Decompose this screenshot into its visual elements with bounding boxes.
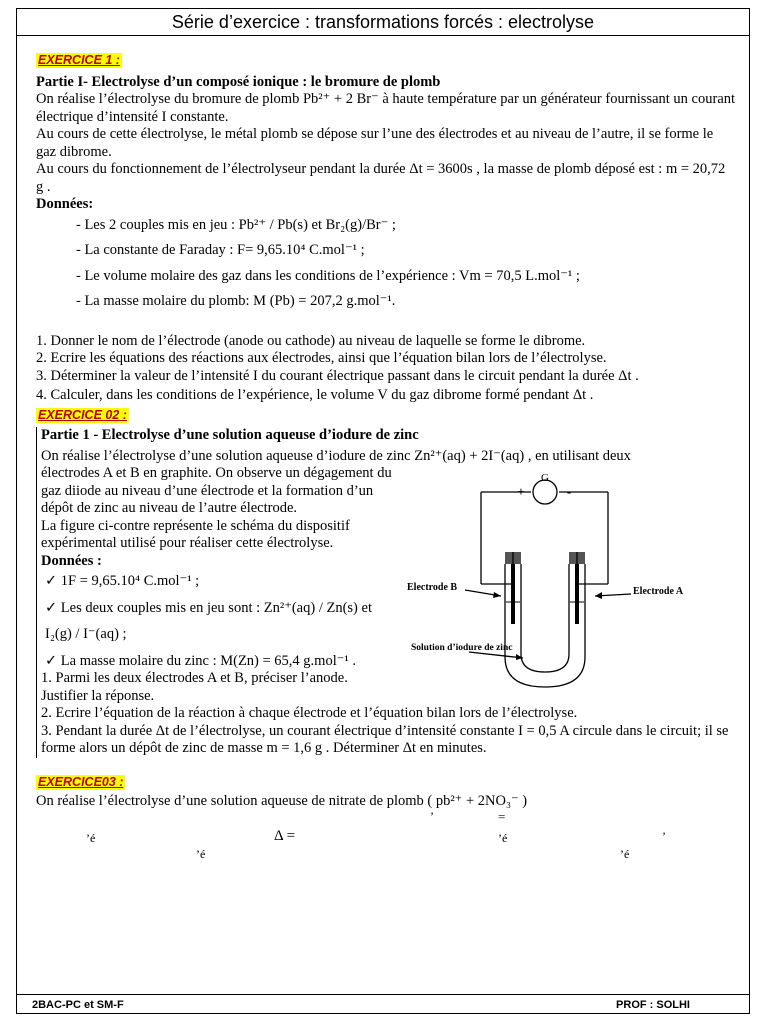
footer-class: 2BAC-PC et SM-F xyxy=(32,999,124,1011)
exercise-3-fragment-e2: ’é xyxy=(498,830,508,845)
exercise-3-fragment-e1: ’é xyxy=(86,830,96,845)
document-body xyxy=(36,52,736,874)
exercise-2-data-3: ✓ La masse molaire du zinc : M(Zn) = 65,4 g.mol⁻¹ . xyxy=(41,653,396,671)
exercise-1-question-1: 1. Donner le nom de l’électrode (anode ou cathode) au niveau de laquelle se forme le dibrome. xyxy=(36,332,586,349)
label-solution: Solution d’iodure de zinc xyxy=(411,643,513,653)
electrolysis-diagram xyxy=(405,472,705,697)
exercise-1-data-3: - Le volume molaire des gaz dans les conditions de l’expérience : Vm = 70,5 L.mol⁻¹ ; xyxy=(76,267,580,284)
exercise-2-data-heading: Données : xyxy=(41,552,102,569)
label-electrode-b: Electrode B xyxy=(407,582,458,593)
exercise-2-tag: EXERCICE 02 : xyxy=(38,407,127,422)
exercise-1-question-4: 4. Calculer, dans les conditions de l’expérience, le volume V du gaz dibrome formé pendant Δt . xyxy=(36,387,594,403)
exercise-3-fragment-comma-2: ’ xyxy=(662,828,666,843)
exercise-3-fragment-delta: Δ = xyxy=(274,827,296,844)
exercise-1-data-heading: Données: xyxy=(36,196,94,212)
exercise-2 xyxy=(36,407,736,758)
exercise-2-paragraph-2: électrodes A et B en graphite. On observe un dégagement du gaz diiode au niveau d’une électrode et la formation d’un dépôt de zinc au niveau de l’autre électrode. xyxy=(41,465,392,516)
exercise-1-question-3: 3. Déterminer la valeur de l’intensité I du courant électrique passant dans le circuit pendant la durée Δt . xyxy=(36,367,639,384)
exercise-1-question-2: 2. Ecrire les équations des réactions aux électrodes, ainsi que l’équation bilan lors de l’électrolyse. xyxy=(36,350,607,366)
exercise-1 xyxy=(36,52,736,405)
exercise-1-paragraph-1: On réalise l’électrolyse du bromure de plomb Pb²⁺ + 2 Br⁻ à haute température par un générateur fournissant un courant électrique d’intensité I constante. xyxy=(36,91,736,125)
exercise-1-part-title: Partie I- Electrolyse d’un composé ionique : le bromure de plomb xyxy=(36,73,441,90)
exercise-2-data-2: ✓ Les deux couples mis en jeu sont : Zn²⁺(aq) / Zn(s) et xyxy=(41,600,396,618)
exercise-1-paragraph-3: Au cours du fonctionnement de l’électrolyseur pendant la durée Δt = 3600s , la masse de plomb déposé est : m = 20,72 g . xyxy=(36,161,726,195)
exercise-2-paragraph-3: La figure ci-contre représente le schéma du dispositif expérimental utilisé pour réaliser cette électrolyse. xyxy=(41,517,350,551)
exercise-1-data-1: - Les 2 couples mis en jeu : Pb²⁺ / Pb(s) et Br₂(g)/Br⁻ ; xyxy=(76,216,396,233)
exercise-3-fragment-e4: ’é xyxy=(620,846,630,861)
generator-plus: + xyxy=(517,484,525,499)
generator-minus: - xyxy=(566,484,572,499)
exercise-1-paragraph-2: Au cours de cette électrolyse, le métal plomb se dépose sur l’une des électrodes et au niveau de l’autre, il se forme le gaz dibrome. xyxy=(36,126,714,160)
page-title: Série d’exercice : transformations forcés : electrolyse xyxy=(16,8,750,36)
generator-label: G xyxy=(541,472,549,484)
label-electrode-a: Electrode A xyxy=(633,586,684,597)
exercise-3-fragment-equals: = xyxy=(498,808,506,824)
exercise-2-data-1: ✓ 1F = 9,65.10⁴ C.mol⁻¹ ; xyxy=(41,573,396,591)
exercise-1-data-2: - La constante de Faraday : F= 9,65.10⁴ C.mol⁻¹ ; xyxy=(76,242,365,258)
exercise-2-paragraph-1: On réalise l’électrolyse d’une solution aqueuse d’iodure de zinc Zn²⁺(aq) + 2I⁻(aq) , en utilisant deux xyxy=(41,447,631,464)
exercise-3-fragment-e3: ’é xyxy=(196,846,206,861)
exercise-2-part-title: Partie 1 - Electrolyse d’une solution aqueuse d’iodure de zinc xyxy=(41,427,419,443)
exercise-1-data-4: - La masse molaire du plomb: M (Pb) = 207,2 g.mol⁻¹. xyxy=(76,293,396,309)
exercise-3-tag: EXERCICE03 : xyxy=(38,774,124,789)
exercise-3-fragment-comma: ’ xyxy=(430,808,434,823)
exercise-2-question-1: 1. Parmi les deux électrodes A et B, préciser l’anode. Justifier la réponse. xyxy=(41,670,348,704)
exercise-2-question-2: 2. Ecrire l’équation de la réaction à chaque électrode et l’équation bilan lors de l’électrolyse. xyxy=(41,705,578,721)
exercise-3 xyxy=(36,774,736,874)
exercise-2-question-3: 3. Pendant la durée Δt de l’électrolyse, un courant électrique d’intensité constante I = 0,5 A circule dans le circuit; il se forme alors un dépôt de zinc de masse m = 1,6 g . Déterminer Δt en minutes. xyxy=(41,722,729,756)
exercise-3-paragraph-1: On réalise l’électrolyse d’une solution aqueuse de nitrate de plomb ( pb²⁺ + 2NO₃⁻ ) xyxy=(36,793,528,809)
exercise-2-data-2b: I₂(g) / I⁻(aq) ; xyxy=(45,626,127,642)
footer-teacher: PROF : SOLHI xyxy=(616,999,690,1011)
page-footer xyxy=(16,994,750,1014)
exercise-1-tag: EXERCICE 1 : xyxy=(38,53,120,67)
